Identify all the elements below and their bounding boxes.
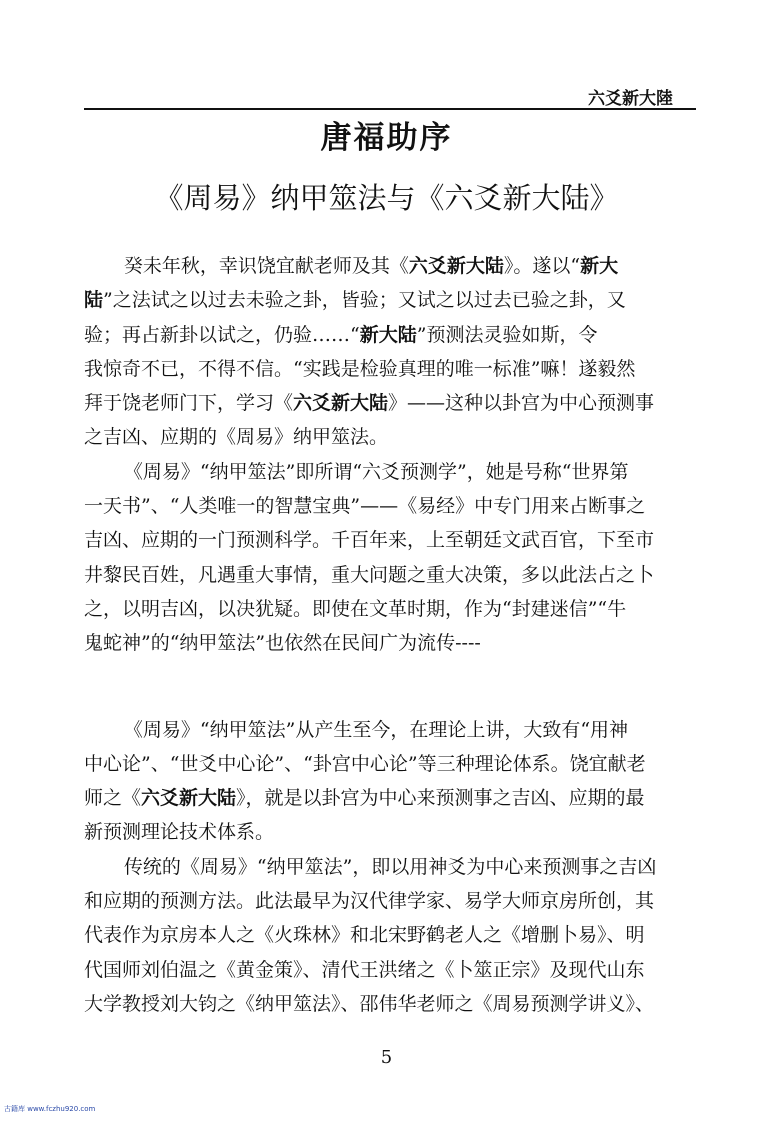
text-line: 中心论”、“世爻中心论”、“卦宫中心论”等三种理论体系。饶宜献老 [84, 752, 646, 775]
text-line: 和应期的预测方法。此法最早为汉代律学家、易学大师京房所创，其 [84, 890, 655, 913]
running-header: 六爻新大陸 [588, 89, 673, 109]
text-line: 一天书”、“人类唯一的智慧宝典”——《易经》中专门用来占断事之 [84, 495, 646, 518]
text-line: 代国师刘伯温之《黄金策》、清代王洪绪之《卜筮正宗》及现代山东 [84, 958, 645, 981]
text-line: 之吉凶、应期的《周易》纳甲筮法。 [84, 426, 389, 449]
text-line: 代表作为京房本人之《火珠林》和北宋野鹤老人之《增删卜易》、明 [84, 924, 645, 947]
text-line: 验；再占新卦以试之，仍验……“新大陆”预测法灵验如斯，令 [84, 323, 598, 346]
page-title: 唐福助序 [320, 120, 453, 156]
body-text [84, 249, 696, 1021]
text-line: 陆”之法试之以过去未验之卦，皆验；又试之以过去已验之卦，又 [84, 289, 626, 312]
text-line: 传统的《周易》“纳甲筮法”，即以用神爻为中心来预测事之吉凶 [123, 855, 657, 878]
header-rule [84, 108, 696, 110]
text-line: 癸未年秋，幸识饶宜献老师及其《六爻新大陆》。遂以“新大 [123, 255, 619, 277]
site-watermark: 古籍库 www.fczhu920.com [4, 1105, 96, 1113]
text-line: 拜于饶老师门下，学习《六爻新大陆》——这种以卦宫为中心预测事 [84, 392, 655, 415]
page-number: 5 [380, 1047, 393, 1068]
paragraph-1 [84, 249, 696, 455]
paragraph-2 [84, 455, 696, 661]
text-line: 吉凶、应期的一门预测科学。千百年来，上至朝廷文武百官，下至市 [84, 529, 655, 552]
text-line: 我惊奇不已，不得不信。“实践是检验真理的唯一标准”嘛！遂毅然 [84, 357, 636, 380]
text-line: 之，以明吉凶，以决犹疑。即使在文革时期，作为“封建迷信”“牛 [84, 597, 627, 620]
text-line: 井黎民百姓，凡遇重大事情，重大问题之重大决策，多以此法占之卜 [84, 563, 655, 586]
text-line: 新预测理论技术体系。 [84, 821, 275, 844]
text-line: 《周易》“纳甲筮法”即所谓“六爻预测学”，她是号称“世界第 [123, 460, 629, 483]
paragraph-4 [84, 850, 696, 1021]
paragraph-3 [84, 713, 696, 850]
paragraph-gap [84, 661, 696, 713]
text-line: 师之《六爻新大陆》，就是以卦宫为中心来预测事之吉凶、应期的最 [84, 787, 645, 810]
text-line: 大学教授刘大钧之《纳甲筮法》、邵伟华老师之《周易预测学讲义》、 [84, 992, 655, 1015]
text-line: 《周易》“纳甲筮法”从产生至今，在理论上讲，大致有“用神 [123, 718, 629, 741]
text-line: 鬼蛇神”的“纳甲筮法”也依然在民间广为流传---- [84, 632, 481, 655]
page-subtitle: 《周易》纳甲筮法与《六爻新大陆》 [154, 181, 619, 215]
